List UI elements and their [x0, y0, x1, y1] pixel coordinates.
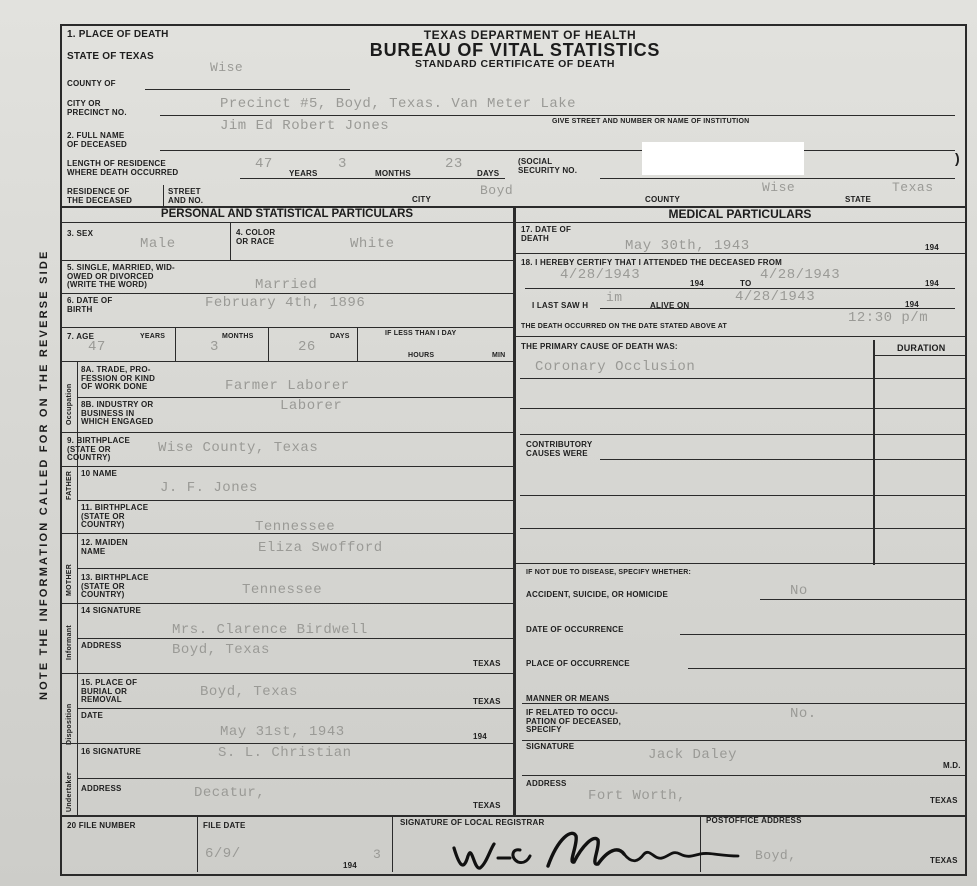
- accident-line: [760, 599, 965, 600]
- place-of-occurrence-label: PLACE OF OCCURRENCE: [526, 659, 630, 668]
- primary-cause-label: THE PRIMARY CAUSE OF DEATH WAS:: [521, 342, 678, 351]
- burial-year-label: 194: [473, 732, 487, 741]
- sex-race-divider: [230, 223, 231, 260]
- father-name-value: J. F. Jones: [160, 480, 258, 496]
- undertaker-group-label: Undertaker: [66, 772, 73, 812]
- race-value: White: [350, 236, 395, 252]
- burial-date-label: DATE: [81, 711, 103, 720]
- row-line-15b: [62, 743, 513, 744]
- row-line-15: [77, 708, 513, 709]
- local-registrar-label: SIGNATURE OF LOCAL REGISTRAR: [400, 818, 545, 827]
- undertaker-signature-label: 16 SIGNATURE: [81, 747, 142, 756]
- street-label: STREET AND NO.: [168, 187, 204, 205]
- undertaker-value: S. L. Christian: [218, 745, 352, 761]
- alive-on-label: ALIVE ON: [650, 301, 690, 310]
- reverse-side-note: NOTE THE INFORMATION CALLED FOR ON THE REVERSE SIDE: [38, 249, 50, 700]
- min-label: MIN: [492, 352, 506, 359]
- med-address-label: ADDRESS: [526, 779, 567, 788]
- primary-cause-value: Coronary Occlusion: [535, 359, 696, 375]
- burial-place-value: Boyd, Texas: [200, 684, 298, 700]
- registrar-signature: [448, 820, 778, 878]
- section-title-line: [62, 222, 965, 223]
- residence-label: RESIDENCE OF THE DECEASED: [67, 187, 133, 205]
- father-birthplace-label: 11. BIRTHPLACE (STATE OR COUNTRY): [81, 503, 149, 529]
- cause-line-2: [520, 408, 965, 409]
- last-saw-value: im: [606, 290, 623, 305]
- row-line-14b: [62, 673, 513, 674]
- department-title: TEXAS DEPARTMENT OF HEALTH: [423, 28, 637, 42]
- birthplace-label: 9. BIRTHPLACE (STATE OR COUNTRY): [67, 436, 131, 462]
- row-line-3: [62, 260, 513, 261]
- date-of-death-label: 17. DATE OF DEATH: [521, 225, 572, 243]
- industry-label: 8B. INDUSTRY OR BUSINESS IN WHICH ENGAGED: [81, 400, 154, 426]
- age-divider-1: [175, 328, 176, 361]
- postoffice-label: POSTOFFICE ADDRESS: [706, 816, 802, 825]
- county-label: COUNTY: [645, 195, 680, 204]
- postoffice-texas-label: TEXAS: [930, 856, 958, 865]
- age-divider-2: [268, 328, 269, 361]
- to-year-label: 194: [925, 279, 939, 288]
- full-name-label: 2. FULL NAME OF DECEASED: [67, 131, 127, 149]
- right-row-18: [515, 336, 965, 337]
- related-occupation-value: No.: [790, 706, 817, 722]
- marital-label: 5. SINGLE, MARRIED, WID- OWED OR DIVORCED (WRITE THE WORD): [67, 263, 175, 289]
- accident-value: No: [790, 583, 808, 599]
- not-due-disease-label: IF NOT DUE TO DISEASE, SPECIFY WHETHER:: [526, 569, 692, 576]
- row-line-16: [77, 778, 513, 779]
- county-of-label: COUNTY OF: [67, 79, 116, 88]
- trade-label: 8A. TRADE, PRO- FESSION OR KIND OF WORK DONE: [81, 365, 156, 391]
- disposition-group-label: Disposition: [66, 703, 73, 745]
- give-street-label: GIVE STREET AND NUMBER OR NAME OF INSTITUTION: [552, 118, 750, 125]
- row-line-10: [77, 500, 513, 501]
- informant-texas-label: TEXAS: [473, 659, 501, 668]
- informant-signature-label: 14 SIGNATURE: [81, 606, 142, 615]
- contributory-label: CONTRIBUTORY CAUSES WERE: [526, 440, 593, 458]
- cause-line-3: [520, 434, 965, 435]
- industry-value: Laborer: [280, 398, 343, 414]
- occurrence-place-line: [688, 668, 965, 669]
- bureau-title: BUREAU OF VITAL STATISTICS: [369, 40, 661, 60]
- right-row-19: [515, 563, 965, 564]
- med-signature-label: SIGNATURE: [526, 742, 575, 751]
- residence-months-value: 3: [338, 156, 347, 172]
- days-label: DAYS: [477, 169, 500, 178]
- trade-value: Farmer Laborer: [225, 378, 350, 394]
- md-label: M.D.: [943, 761, 961, 770]
- mother-maiden-label: 12. MAIDEN NAME: [81, 538, 128, 556]
- footer-divider-1: [197, 816, 198, 872]
- cause-line-1: [520, 378, 965, 379]
- ssn-line: [600, 178, 955, 179]
- full-name-value: Jim Ed Robert Jones: [220, 118, 390, 134]
- row-line-13: [62, 603, 513, 604]
- registrar-town-value: Boyd,: [755, 848, 797, 863]
- row-line-5: [62, 293, 513, 294]
- manner-label: MANNER OR MEANS: [526, 694, 610, 703]
- precinct-line: [160, 115, 955, 116]
- medical-section-title: MEDICAL PARTICULARS: [668, 207, 812, 221]
- file-number-label: 20 FILE NUMBER: [67, 821, 136, 830]
- related-occupation-label: IF RELATED TO OCCU- PATION OF DECEASED, SPECIFY: [526, 708, 622, 734]
- age-years-value: 47: [88, 339, 106, 355]
- residence-county-value: Wise: [762, 180, 796, 195]
- precinct-value: Precinct #5, Boyd, Texas. Van Meter Lake: [220, 96, 577, 112]
- row-line-12: [77, 568, 513, 569]
- contrib-line-3: [520, 528, 965, 529]
- contrib-line-1: [600, 459, 965, 460]
- age-days-value: 26: [298, 339, 316, 355]
- residence-state-value: Texas: [892, 180, 934, 195]
- social-security-label: (SOCIAL SECURITY NO.: [518, 157, 578, 175]
- certificate-title: STANDARD CERTIFICATE OF DEATH: [415, 58, 615, 70]
- row-line-6: [62, 327, 513, 328]
- row-line-7: [62, 361, 513, 362]
- father-name-label: 10 NAME: [81, 469, 118, 478]
- occupation-group-label: Occupation: [66, 383, 73, 425]
- row-line-11: [62, 533, 513, 534]
- death-date-value: May 30th, 1943: [625, 238, 750, 254]
- file-date-value: 6/9/: [205, 846, 241, 862]
- alive-year-label: 194: [905, 300, 919, 309]
- row-line-9: [62, 466, 513, 467]
- redacted-ssn: [642, 142, 804, 175]
- column-divider: [513, 207, 516, 815]
- informant-value: Mrs. Clarence Birdwell: [172, 622, 368, 638]
- father-group-label: FATHER: [66, 470, 73, 500]
- age-divider-3: [357, 328, 358, 361]
- marital-value: Married: [255, 277, 318, 293]
- length-of-residence-label: LENGTH OF RESIDENCE WHERE DEATH OCCURRED: [67, 159, 179, 177]
- death-time-value: 12:30 p/m: [848, 310, 929, 326]
- ssn-close-paren: ): [955, 150, 960, 166]
- residence-days-value: 23: [445, 156, 463, 172]
- undertaker-texas-label: TEXAS: [473, 801, 501, 810]
- death-year-label: 194: [925, 243, 939, 252]
- personal-section-title: PERSONAL AND STATISTICAL PARTICULARS: [160, 208, 414, 220]
- sex-label: 3. SEX: [67, 229, 94, 238]
- physician-address-value: Fort Worth,: [588, 788, 686, 804]
- place-of-death-label: 1. PLACE OF DEATH: [67, 29, 169, 40]
- physician-value: Jack Daley: [648, 747, 738, 763]
- age-months-label: MONTHS: [222, 333, 254, 340]
- city-label: CITY: [412, 195, 432, 204]
- residence-city-value: Boyd: [480, 183, 514, 198]
- state-label: STATE: [845, 195, 872, 204]
- file-date-label: FILE DATE: [203, 821, 246, 830]
- to-label: TO: [740, 279, 752, 288]
- city-precinct-label: CITY OR PRECINCT NO.: [67, 99, 127, 117]
- attended-to-value: 4/28/1943: [760, 267, 841, 283]
- alive-line: [600, 308, 955, 309]
- birth-date-value: February 4th, 1896: [205, 295, 366, 311]
- county-line: [145, 89, 350, 90]
- mother-birthplace-value: Tennessee: [242, 582, 323, 598]
- burial-place-label: 15. PLACE OF BURIAL OR REMOVAL: [81, 678, 138, 704]
- right-row-17: [515, 253, 965, 254]
- file-year-value: 3: [373, 847, 382, 862]
- age-label: 7. AGE: [67, 332, 95, 341]
- father-birthplace-value: Tennessee: [255, 519, 336, 535]
- date-of-occurrence-label: DATE OF OCCURRENCE: [526, 625, 624, 634]
- med-texas-label: TEXAS: [930, 796, 958, 805]
- group-column: [77, 361, 78, 815]
- sex-value: Male: [140, 236, 176, 252]
- related-line: [522, 740, 965, 741]
- less-than-day-label: IF LESS THAN I DAY: [385, 330, 457, 337]
- hours-label: HOURS: [408, 352, 435, 359]
- alive-on-value: 4/28/1943: [735, 289, 816, 305]
- mother-name-value: Eliza Swofford: [258, 540, 383, 556]
- state-of-texas-label: STATE OF TEXAS: [67, 51, 154, 62]
- last-saw-label: I LAST SAW H: [532, 301, 589, 310]
- birthplace-value: Wise County, Texas: [158, 440, 319, 456]
- age-days-label: DAYS: [330, 333, 350, 340]
- informant-address-label: ADDRESS: [81, 641, 122, 650]
- footer-divider-2: [392, 816, 393, 872]
- informant-group-label: Informant: [66, 625, 73, 660]
- undertaker-address-value: Decatur,: [194, 785, 266, 801]
- from-year-label: 194: [690, 279, 704, 288]
- contrib-line-2: [520, 495, 965, 496]
- age-years-label: YEARS: [140, 333, 166, 340]
- occurrence-date-line: [680, 634, 965, 635]
- date-of-birth-label: 6. DATE OF BIRTH: [67, 296, 113, 314]
- duration-column: [873, 340, 875, 565]
- duration-label: DURATION: [897, 343, 946, 353]
- manner-line: [522, 703, 965, 704]
- row-line-8b: [62, 432, 513, 433]
- age-months-value: 3: [210, 339, 219, 355]
- years-label: YEARS: [289, 169, 318, 178]
- row-line-14: [77, 638, 513, 639]
- burial-texas-label: TEXAS: [473, 697, 501, 706]
- residence-length-line: [240, 178, 505, 179]
- full-name-line: [160, 150, 955, 151]
- informant-address-value: Boyd, Texas: [172, 642, 270, 658]
- burial-date-value: May 31st, 1943: [220, 724, 345, 740]
- accident-label: ACCIDENT, SUICIDE, OR HOMICIDE: [526, 590, 669, 599]
- color-race-label: 4. COLOR OR RACE: [236, 228, 276, 246]
- file-year-label: 194: [343, 861, 357, 870]
- undertaker-address-label: ADDRESS: [81, 784, 122, 793]
- certify-label: 18. I HEREBY CERTIFY THAT I ATTENDED THE DECEASED FROM: [521, 258, 783, 267]
- death-occurred-label: THE DEATH OCCURRED ON THE DATE STATED ABOVE AT: [521, 323, 727, 330]
- residence-separator: [163, 185, 164, 206]
- mother-birthplace-label: 13. BIRTHPLACE (STATE OR COUNTRY): [81, 573, 149, 599]
- attended-from-value: 4/28/1943: [560, 267, 641, 283]
- state-county-value: Wise: [210, 60, 244, 75]
- residence-years-value: 47: [255, 156, 273, 172]
- med-signature-line: [522, 775, 965, 776]
- mother-group-label: MOTHER: [66, 563, 73, 596]
- months-label: MONTHS: [375, 169, 411, 178]
- duration-header-line: [873, 355, 965, 356]
